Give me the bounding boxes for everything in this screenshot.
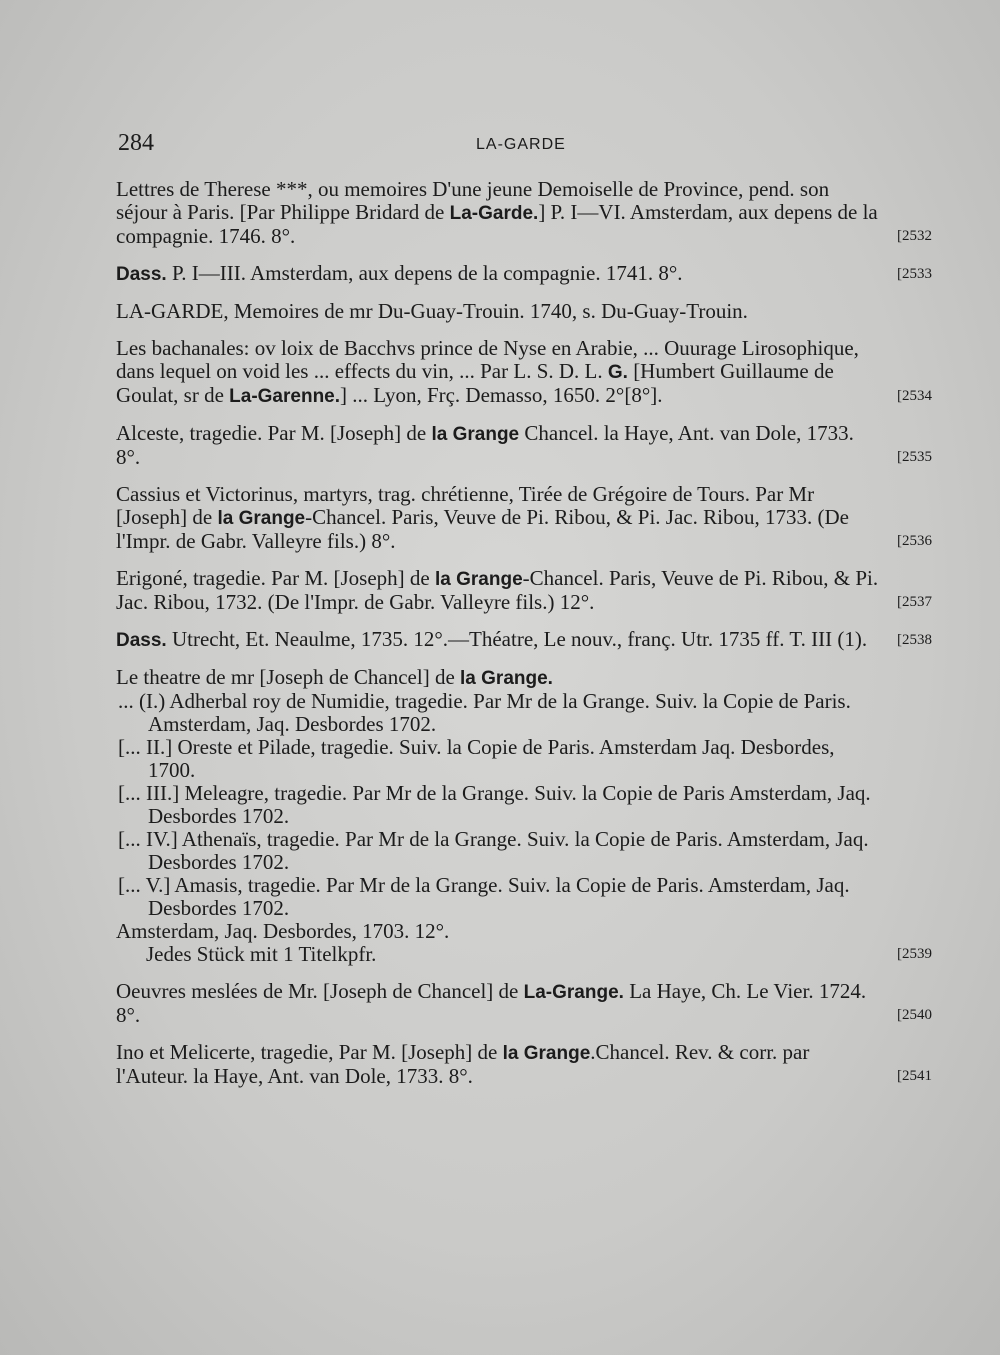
entry-number: [2537 [897, 594, 932, 610]
theatre-intro: Le theatre de mr [Joseph de Chancel] de la Grange. [116, 665, 553, 689]
entry-number: [2535 [897, 449, 932, 465]
entry-2538: Dass. Utrecht, Et. Neaulme, 1735. 12°.—Théatre, Le nouv., franç. Utr. 1735 ff. T. III (1). [2538 [116, 627, 932, 651]
theatre-volume-3: [... III.] Meleagre, tragedie. Par Mr de la Grange. Suiv. la Copie de Paris Amsterdam, Jaq. Desbordes 1702. [118, 781, 871, 828]
entry-2533: Dass. P. I—III. Amsterdam, aux depens de la compagnie. 1741. 8°. [2533 [116, 261, 932, 285]
entry-number: [2536 [897, 533, 932, 549]
theatre-volume-1: ... (I.) Adherbal roy de Numidie, tragedie. Par Mr de la Grange. Suiv. la Copie de Paris. Amsterdam, Jaq. Desbordes 1702. [118, 689, 851, 736]
entry-2534: Les bachanales: ov loix de Bacchvs prince de Nyse en Arabie, ... Ouurage Lirosophique, dans lequel on void les ... effects du vin, ... Par L. S. D. L. G. [Humbert Guillaume de Goulat, sr de La-Garenne.] ... Lyon, Frç. Demasso, 1650. 2°[8°]. [2534 [116, 336, 932, 407]
entry-number: [2539 [897, 946, 932, 962]
entry-number: [2533 [897, 266, 932, 282]
page-header [118, 130, 920, 160]
theatre-imprint: Amsterdam, Jaq. Desbordes, 1703. 12°. [116, 919, 450, 943]
bibliography-entries [116, 178, 932, 1102]
entry-2535: Alceste, tragedie. Par M. [Joseph] de la Grange Chancel. la Haye, Ant. van Dole, 1733. 8°. [2535 [116, 421, 932, 469]
entry-number: [2532 [897, 228, 932, 244]
theatre-volume-4: [... IV.] Athenaïs, tragedie. Par Mr de la Grange. Suiv. la Copie de Paris. Amsterdam, Jaq. Desbordes 1702. [118, 827, 869, 874]
theatre-volume-2: [... II.] Oreste et Pilade, tragedie. Suiv. la Copie de Paris. Amsterdam Jaq. Desbordes, 1700. [118, 735, 835, 782]
entry-cross-reference: LA-GARDE, Memoires de mr Du-Guay-Trouin. 1740, s. Du-Guay-Trouin. [116, 299, 748, 323]
theatre-note: Jedes Stück mit 1 Titelkpfr. [146, 942, 377, 966]
entry-2532: Lettres de Therese ***, ou memoires D'une jeune Demoiselle de Province, pend. son séjour à Paris. [Par Philippe Bridard de La-Garde.] P. I—VI. Amsterdam, aux depens de la compagnie. 1746. 8°. [2532 [116, 177, 932, 248]
entry-number: [2540 [897, 1007, 932, 1023]
entry-number: [2541 [897, 1068, 932, 1084]
entry-2537: Erigoné, tragedie. Par M. [Joseph] de la Grange-Chancel. Paris, Veuve de Pi. Ribou, & Pi. Jac. Ribou, 1732. (De l'Impr. de Gabr. Valleyre fils.) 12°. [2537 [116, 566, 932, 614]
entry-number: [2534 [897, 388, 932, 404]
running-head: LA-GARDE [476, 136, 566, 153]
entry-2539-theatre [116, 666, 932, 966]
theatre-volume-5: [... V.] Amasis, tragedie. Par Mr de la Grange. Suiv. la Copie de Paris. Amsterdam, Jaq. Desbordes 1702. [118, 873, 850, 920]
page-number: 284 [118, 130, 154, 156]
entry-2536: Cassius et Victorinus, martyrs, trag. chrétienne, Tirée de Grégoire de Tours. Par Mr [Joseph] de la Grange-Chancel. Paris, Veuve de Pi. Ribou, & Pi. Jac. Ribou, 1733. (De l'Impr. de Gabr. Valleyre fils.) 8°. [2536 [116, 482, 932, 553]
entry-2540: Oeuvres meslées de Mr. [Joseph de Chancel] de La-Grange. La Haye, Ch. Le Vier. 1724. 8°. [2540 [116, 979, 932, 1027]
entry-number: [2538 [897, 632, 932, 648]
entry-2541: Ino et Melicerte, tragedie, Par M. [Joseph] de la Grange.Chancel. Rev. & corr. par l'Auteur. la Haye, Ant. van Dole, 1733. 8°. [2541 [116, 1040, 932, 1088]
